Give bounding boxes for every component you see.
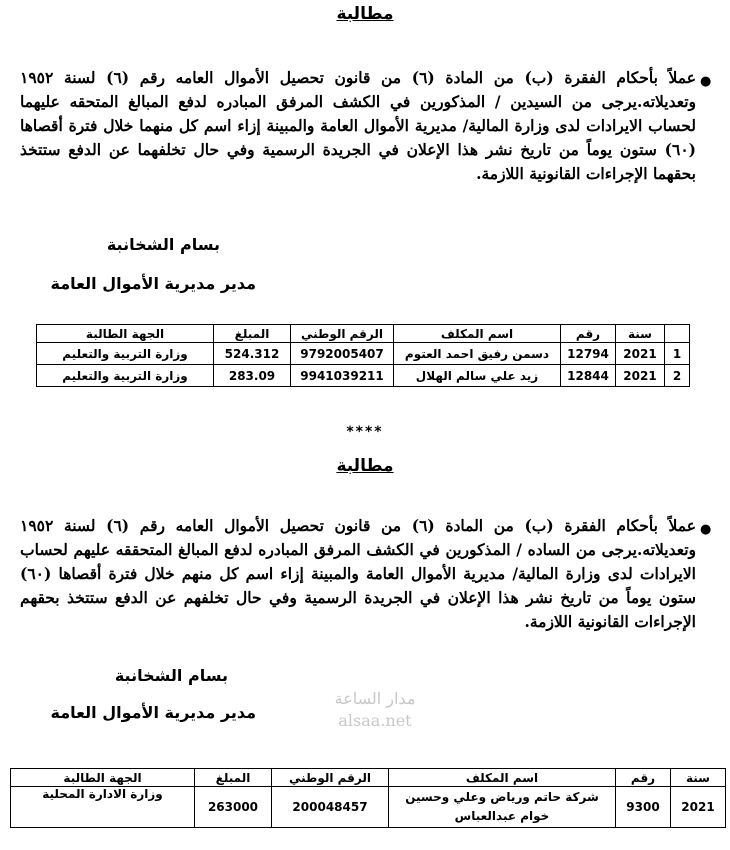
table-header: الرقم الوطني [291,325,394,343]
watermark-line1: مدار الساعة [334,689,416,708]
table-cell: 2021 [671,787,726,828]
table-header: الرقم الوطني [272,769,389,787]
table-row [11,787,726,828]
table-header: اسم المكلف [389,769,616,787]
table-header: سنة [616,325,665,343]
table-cell: 1 [665,343,690,365]
notice2-table [10,768,726,828]
table-cell: 12794 [561,343,616,365]
table-header-row [11,769,726,787]
table-header: الجهة الطالبة [11,769,195,787]
notice1-title: مطالبة [336,4,394,24]
notice2-title: مطالبة [336,456,394,476]
notice1-signer-name: بسام الشخانبة [106,235,220,254]
table-cell: وزارة التربية والتعليم [37,365,214,387]
table-cell: وزارة التربية والتعليم [37,343,214,365]
notice1-table [36,324,690,387]
table-header: المبلغ [214,325,291,343]
table-cell: دسمن رفيق احمد العتوم [394,343,561,365]
table-header: سنة [671,769,726,787]
watermark-line2: alsaa.net [338,711,412,730]
table-cell: 9941039211 [291,365,394,387]
table-cell: وزارة الادارة المحلية [11,787,195,828]
table-cell: 12844 [561,365,616,387]
table-cell: 2021 [616,343,665,365]
table-cell: 9792005407 [291,343,394,365]
table-header: رقم [616,769,671,787]
table-header-row [37,325,690,343]
notice2-signer-name: بسام الشخانبة [114,666,228,685]
table-header: الجهة الطالبة [37,325,214,343]
notice2-paragraph: عملاً بأحكام الفقرة (ب) من المادة (٦) من قانون تحصيل الأموال العامه رقم (٦) لسنة ١٩٥٢ وتعديلاته.يرجى من الساده / المذكورين في الكشف المرفق المبادره لدفع المبالغ المتحققه عليهم لحساب الايرادات لدى وزارة المالية/ مديرية الأموال العامة والمبينة إزاء اسم كل منهم خلال فترة أقصاها (٦٠) ستون يوماً من تاريخ نشر هذا الإعلان في الجريدة الرسمية وفي حال تخلفهم عن الدفع ستتخذ بحقهم الإجراءات القانونية اللازمة. [20,516,696,631]
watermark [315,688,435,732]
table-cell: 2021 [616,365,665,387]
table-cell: 200048457 [272,787,389,828]
table-cell: شركة حاتم ورياض وعلي وحسين خوام عبدالعباس [389,787,616,828]
separator: **** [346,424,384,440]
table-header: رقم [561,325,616,343]
table-cell: 2 [665,365,690,387]
table-cell: 263000 [195,787,272,828]
bullet-icon: ● [700,522,712,537]
notice1-paragraph: عملاً بأحكام الفقرة (ب) من المادة (٦) من قانون تحصيل الأموال العامه رقم (٦) لسنة ١٩٥٢ وتعديلاته.يرجى من السيدين / المذكورين في الكشف المرفق المبادره لدفع المبالغ المتحقه عليهما لحساب الايرادات لدى وزارة المالية/ مديرية الأموال العامة والمبينة إزاء اسم كل منهما خلال فترة أقصاها (٦٠) ستون يوماً من تاريخ نشر هذا الإعلان في الجريدة الرسمية وفي حال تخلفهما عن الدفع ستتخذ بحقهما الإجراءات القانونية اللازمة. [20,68,696,183]
table-row [37,343,690,365]
table-row [37,365,690,387]
notice2-signer-title: مدير مديرية الأموال العامة [50,703,256,722]
table-header [665,325,690,343]
notice1-signer-title: مدير مديرية الأموال العامة [50,274,256,293]
bullet-icon: ● [700,74,712,89]
table-cell: 283.09 [214,365,291,387]
table-cell: 524.312 [214,343,291,365]
table-cell: زيد علي سالم الهلال [394,365,561,387]
table-cell: 9300 [616,787,671,828]
table-header: المبلغ [195,769,272,787]
table-header: اسم المكلف [394,325,561,343]
